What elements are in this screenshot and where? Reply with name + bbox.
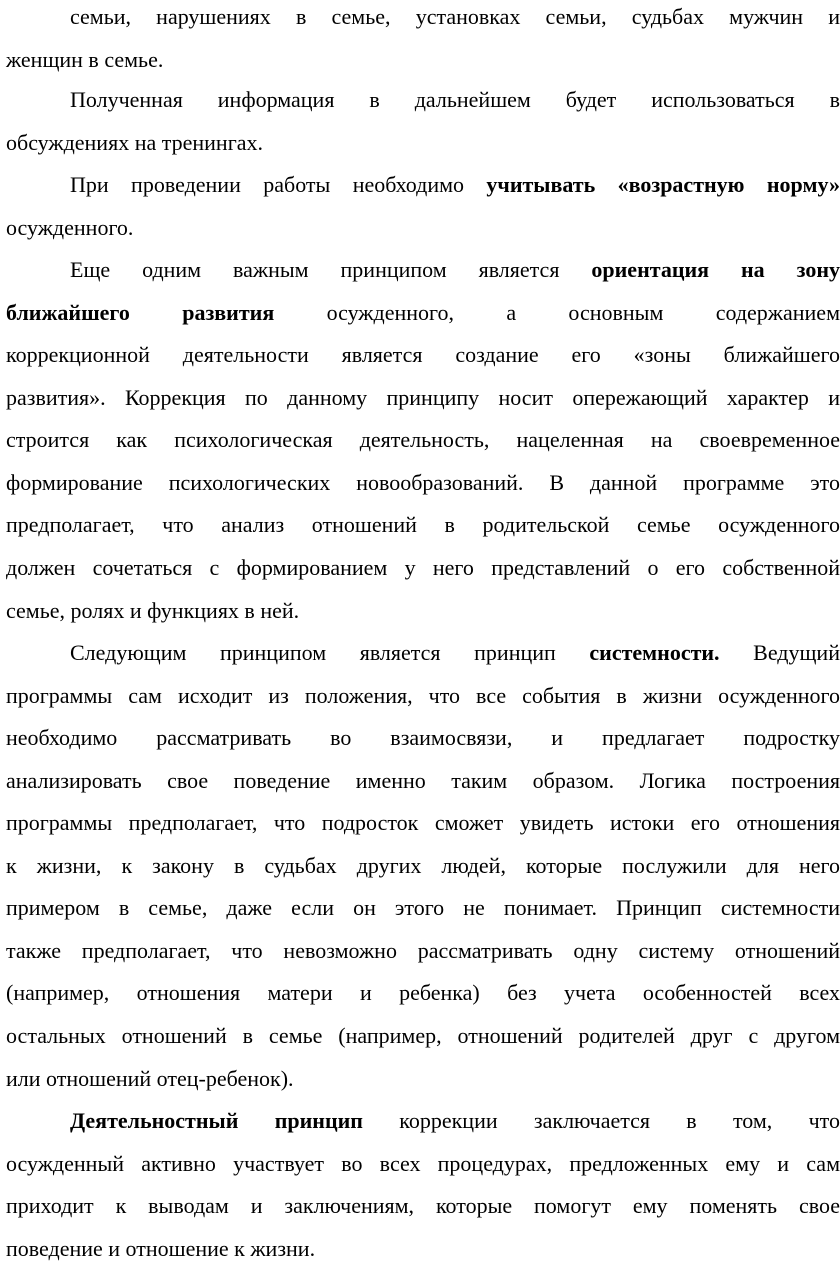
text-run: анализировать свое поведение именно таким образом. Логика построения bbox=[6, 768, 840, 793]
text-line bbox=[6, 300, 840, 326]
text-line bbox=[6, 938, 840, 964]
text-line bbox=[6, 1023, 840, 1049]
text-run: или отношений отец-ребенок). bbox=[6, 1066, 294, 1091]
text-line bbox=[6, 130, 840, 156]
text-line bbox=[6, 725, 840, 751]
text-run: Ведущий bbox=[719, 640, 840, 665]
text-run: коррекционной деятельности является создание его «зоны ближайшего bbox=[6, 342, 840, 367]
text-line bbox=[6, 895, 840, 921]
text-run: остальных отношений в семье (например, отношений родителей друг с другом bbox=[6, 1023, 840, 1048]
text-line bbox=[6, 853, 840, 879]
text-line bbox=[6, 1193, 840, 1219]
text-line bbox=[70, 1108, 840, 1134]
text-run: коррекции заключается в том, что bbox=[362, 1108, 840, 1133]
text-run: строится как психологическая деятельность, нацеленная на своевременное bbox=[6, 427, 840, 452]
text-run: необходимо рассматривать во взаимосвязи, и предлагает подростку bbox=[6, 725, 840, 750]
text-line bbox=[6, 215, 840, 241]
text-run: осужденного. bbox=[6, 215, 134, 240]
bold-text-run: Деятельностный принцип bbox=[70, 1108, 363, 1133]
text-run: Следующим принципом является принцип bbox=[70, 640, 590, 665]
bold-text-run: ориентация на зону bbox=[591, 257, 840, 282]
text-run: женщин в семье. bbox=[6, 47, 164, 72]
text-line bbox=[6, 555, 840, 581]
text-run: также предполагает, что невозможно рассматривать одну систему отношений bbox=[6, 938, 840, 963]
text-run: примером в семье, даже если он этого не понимает. Принцип системности bbox=[6, 895, 840, 920]
text-run: развития». Коррекция по данному принципу носит опережающий характер и bbox=[6, 385, 840, 410]
text-line bbox=[70, 4, 840, 30]
text-line bbox=[6, 980, 840, 1006]
text-line bbox=[6, 683, 840, 709]
bold-text-run: системности. bbox=[589, 640, 720, 665]
text-line bbox=[70, 87, 840, 113]
text-run: осужденного, а основным содержанием bbox=[274, 300, 840, 325]
text-line bbox=[6, 598, 840, 624]
bold-text-run: учитывать «возрастную норму» bbox=[486, 172, 840, 197]
text-run: Еще одним важным принципом является bbox=[70, 257, 592, 282]
text-line bbox=[6, 1236, 840, 1262]
text-run: должен сочетаться с формированием у него представлений о его собственной bbox=[6, 555, 840, 580]
text-run: формирование психологических новообразований. В данной программе это bbox=[6, 470, 840, 495]
text-line bbox=[70, 257, 840, 283]
bold-text-run: ближайшего развития bbox=[6, 300, 275, 325]
text-run: Полученная информация в дальнейшем будет использоваться в bbox=[70, 87, 840, 112]
text-run: семьи, нарушениях в семье, установках семьи, судьбах мужчин и bbox=[70, 4, 840, 29]
text-run: поведение и отношение к жизни. bbox=[6, 1236, 316, 1261]
text-line bbox=[6, 47, 840, 73]
text-line bbox=[6, 427, 840, 453]
text-run: к жизни, к закону в судьбах других людей, которые послужили для него bbox=[6, 853, 840, 878]
text-run: обсуждениях на тренингах. bbox=[6, 130, 263, 155]
text-run: При проведении работы необходимо bbox=[70, 172, 487, 197]
text-run: программы предполагает, что подросток сможет увидеть истоки его отношения bbox=[6, 810, 840, 835]
text-line bbox=[70, 172, 840, 198]
text-run: (например, отношения матери и ребенка) без учета особенностей всех bbox=[6, 980, 840, 1005]
text-run: приходит к выводам и заключениям, которые помогут ему поменять свое bbox=[6, 1193, 840, 1218]
text-line bbox=[6, 810, 840, 836]
text-run: семье, ролях и функциях в ней. bbox=[6, 598, 300, 623]
text-line bbox=[6, 1151, 840, 1177]
text-run: осужденный активно участвует во всех процедурах, предложенных ему и сам bbox=[6, 1151, 840, 1176]
text-line bbox=[6, 512, 840, 538]
text-line bbox=[6, 1066, 840, 1092]
text-line bbox=[6, 342, 840, 368]
text-line bbox=[6, 385, 840, 411]
text-run: программы сам исходит из положения, что все события в жизни осужденного bbox=[6, 683, 840, 708]
text-line bbox=[6, 768, 840, 794]
text-line bbox=[70, 640, 840, 666]
text-run: предполагает, что анализ отношений в родительской семье осужденного bbox=[6, 512, 840, 537]
text-line bbox=[6, 470, 840, 496]
